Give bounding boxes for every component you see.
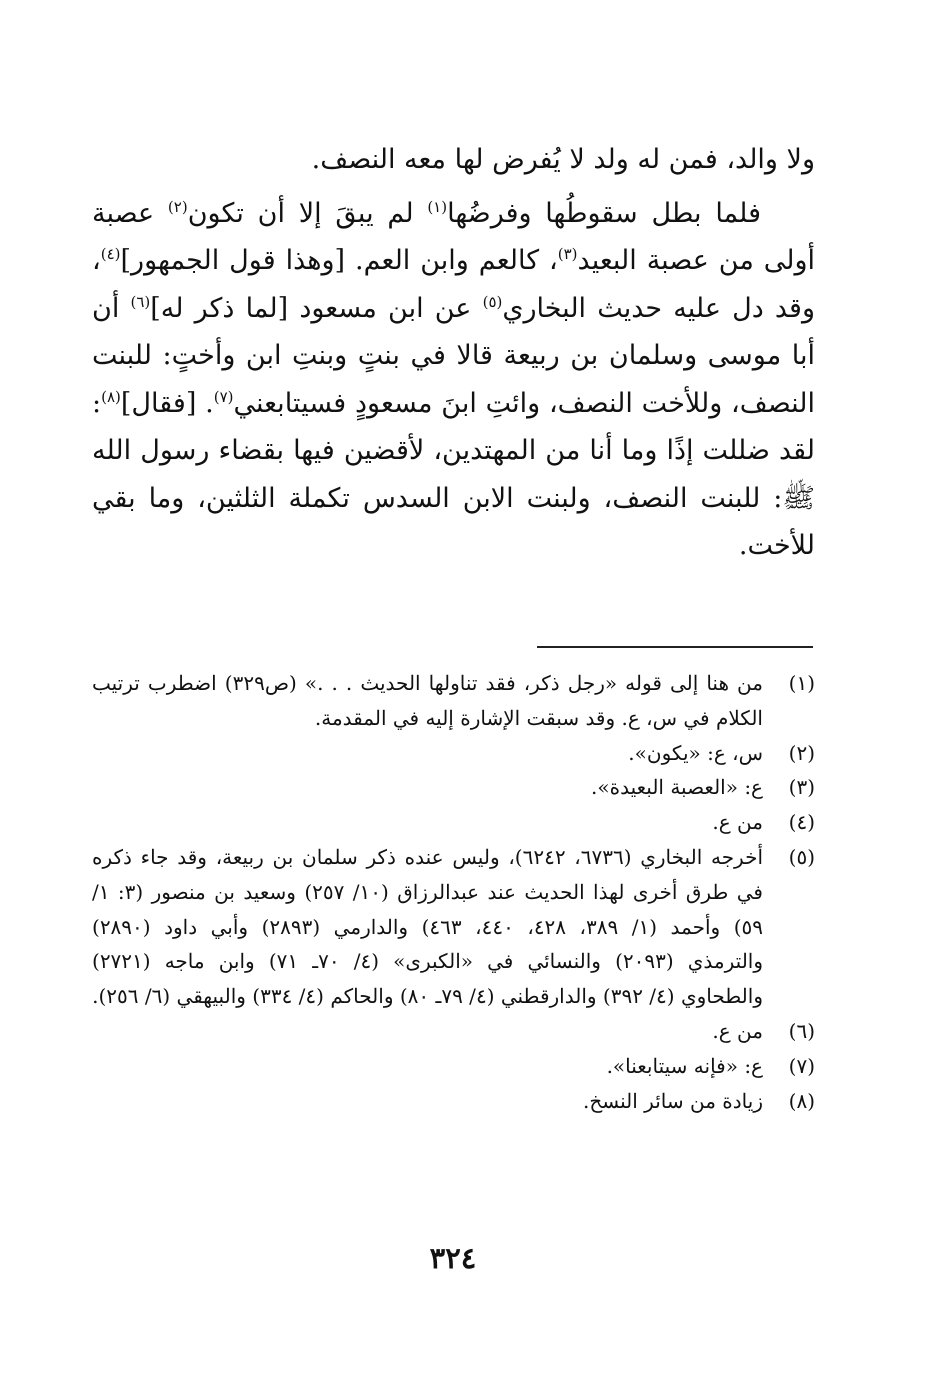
page-number: ٣٢٤ (429, 1241, 477, 1275)
footnote-number: (٢) (788, 740, 815, 765)
footnote-number: (٣) (788, 775, 815, 800)
footnote (92, 1084, 815, 1119)
footnote-text: ع: «العصبة البعيدة». (591, 775, 763, 800)
footnote-text: من هنا إلى قوله «رجل ذكر، فقد تناولها الحديث . . .» (ص٣٢٩) اضطرب ترتيب الكلام في س، ع. وقد سبقت الإشارة إليه في المقدمة. (92, 671, 763, 730)
footnote (92, 1049, 815, 1084)
footnote-text: ع: «فإنه سيتابعنا». (606, 1053, 763, 1078)
footnote-marker-2: (٢) (167, 197, 188, 216)
text-segment: أن أبا موسى وسلمان بن ربيعة قالا في بنتٍ وبنتِ ابن وأختٍ: للبنت النصف، وللأخت النصف، وائتِ ابنَ مسعودٍ فسيتابعني (92, 292, 815, 419)
footnote-text: من ع. (712, 1018, 763, 1043)
text-segment: : لقد ضللت إذًا وما أنا من المهتدين، لأقضين فيها بقضاء رسول الله ﷺ: للبنت النصف، ولبنت الابن السدس تكملة الثلثين، وما بقي للأخت. (92, 387, 815, 561)
footnote-number: (٨) (788, 1088, 815, 1113)
footnote-marker-6: (٦) (130, 292, 151, 311)
text-segment: فلما بطل سقوطُها وفرضُها (447, 197, 761, 229)
footnote-marker-1: (١) (427, 197, 448, 216)
footnote-marker-8: (٨) (101, 387, 121, 406)
main-text (92, 136, 815, 570)
footnote (92, 736, 815, 771)
paragraph-1: ولا والد، فمن له ولد لا يُفرض لها معه النصف. (311, 144, 815, 175)
footnotes-list (92, 666, 815, 1118)
footnote-text: أخرجه البخاري (٦٧٣٦، ٦٢٤٢)، وليس عنده ذكر سلمان بن ربيعة، وقد جاء ذكره في طرق أخرى لهذا الحديث عند عبدالرزاق (١٠/ ٢٥٧) وسعيد بن منصور (٣: ١/ ٥٩) وأحمد (١/ ٣٨٩، ٤٢٨، ٤٤٠، ٤٦٣) والدارمي (٢٨٩٣) وأبي داود (٢٨٩٠) والترمذي (٢٠٩٣) والنسائي في «الكبرى» (٤/ ٧٠ـ ٧١) وابن ماجه (٢٧٢١) والطحاوي (٤/ ٣٩٢) والدارقطني (٤/ ٧٩ـ ٨٠) والحاكم (٤/ ٣٣٤) والبيهقي (٦/ ٢٥٦). (92, 844, 764, 1009)
footnote-number: (١) (788, 671, 815, 695)
footnote-text: س، ع: «يكون». (628, 740, 763, 765)
text-segment: عصبة أولى من عصبة البعيد (92, 197, 815, 276)
footnote-marker-4: (٤) (100, 245, 121, 263)
footnote-marker-5: (٥) (482, 292, 503, 311)
text-segment: ، كالعم وابن العم. [وهذا قول الجمهور] (120, 245, 558, 276)
footnote-text: زيادة من سائر النسخ. (583, 1088, 763, 1113)
footnote (92, 840, 815, 1014)
text-segment: عن ابن مسعود [لما ذكر له] (150, 292, 483, 324)
footnote (92, 1014, 815, 1049)
text-segment: ، وقد دل عليه حديث البخاري (92, 245, 815, 324)
footnote (92, 805, 815, 840)
footnote-number: (٥) (788, 844, 815, 869)
footnote (92, 666, 815, 736)
footnote-text: من ع. (712, 810, 763, 835)
paragraph-2 (92, 190, 815, 570)
footnote (92, 770, 815, 805)
footnote-marker-3: (٣) (557, 245, 578, 263)
footnote-number: (٤) (788, 810, 815, 835)
footnote-number: (٧) (788, 1053, 815, 1078)
text-segment: لم يبقَ إلا أن تكون (187, 197, 428, 229)
footnote-marker-7: (٧) (213, 387, 234, 406)
text-segment: . [فقال] (120, 387, 214, 419)
footnote-number: (٦) (788, 1018, 815, 1043)
footnote-separator (537, 646, 813, 648)
